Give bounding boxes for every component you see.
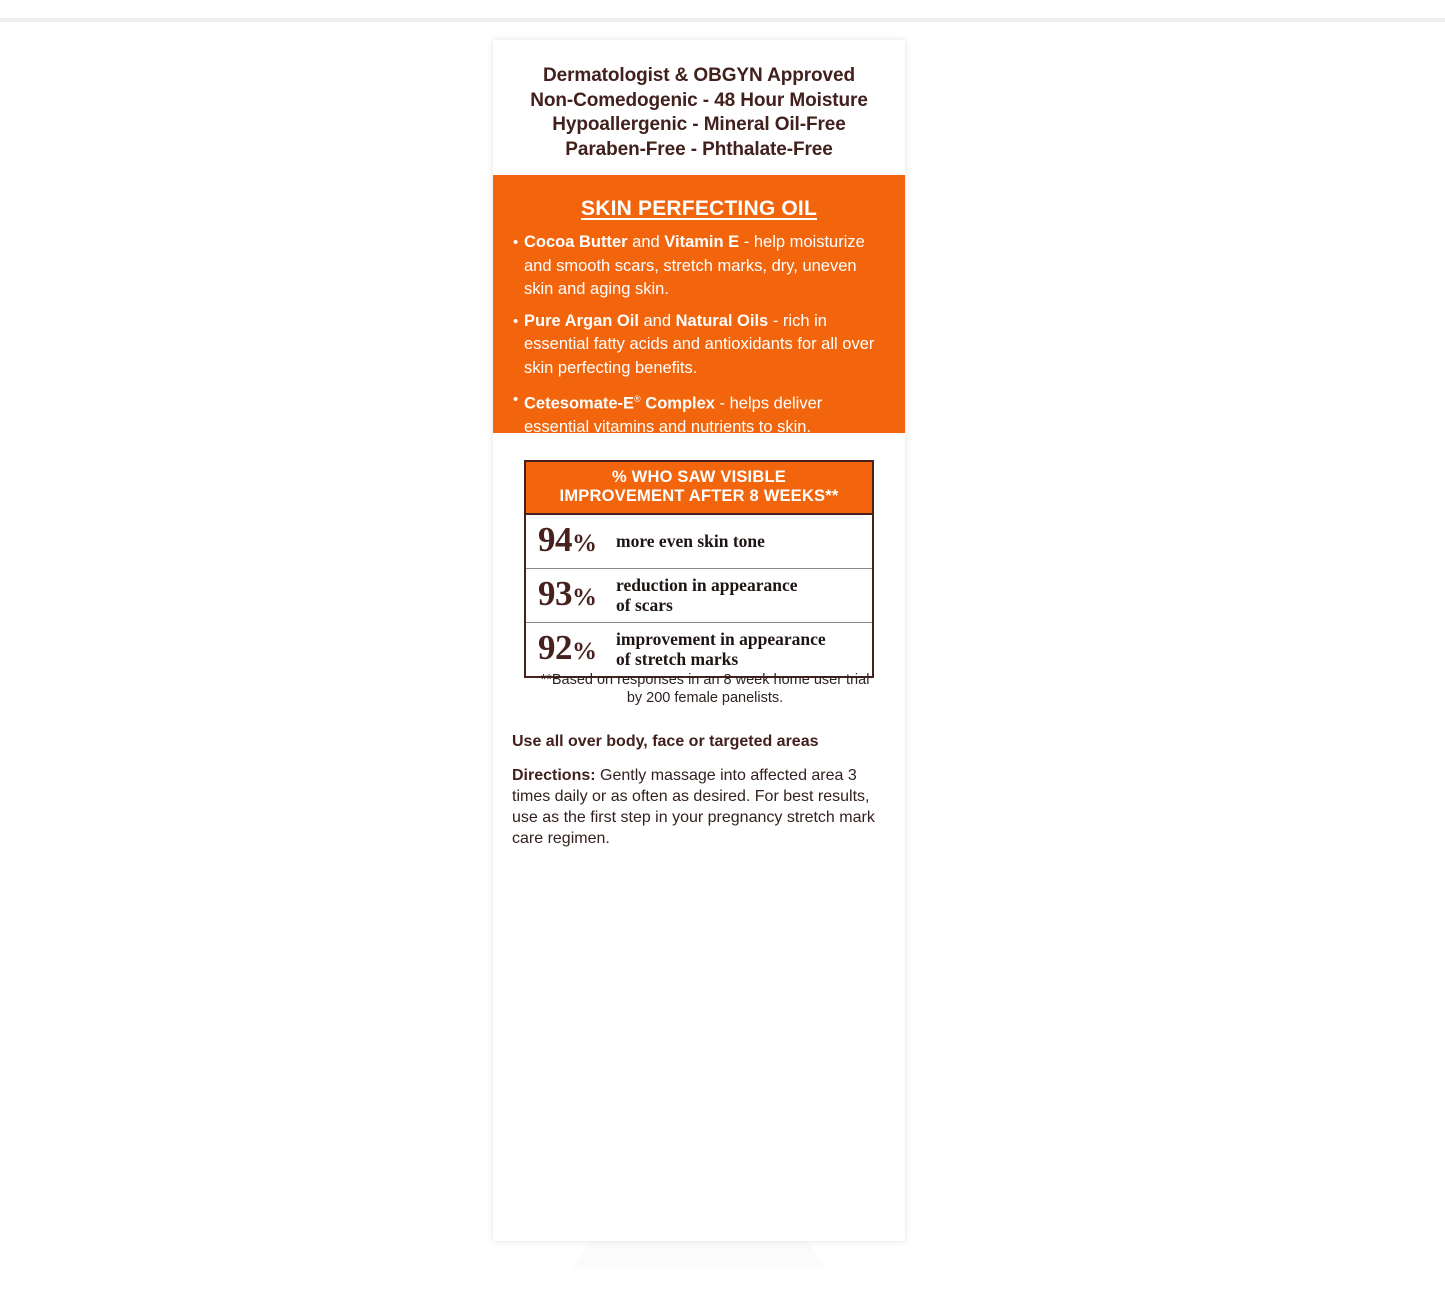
result-label <box>616 576 868 615</box>
percent-symbol: % <box>572 584 597 611</box>
result-label-line-2: of scars <box>616 594 673 615</box>
result-label-line-1: improvement in appearance <box>616 629 826 649</box>
benefit-bullet-list <box>493 221 905 440</box>
directions-block <box>512 765 894 849</box>
claim-line-2: Non-Comedogenic - 48 Hour Moisture <box>530 89 868 111</box>
footnote-line-1: **Based on responses in an 8 week home user trial <box>540 672 870 688</box>
carton-bottom-flap <box>573 1240 825 1268</box>
result-label-line-2: of stretch marks <box>616 648 739 669</box>
bullet-bold-lead: Pure Argan Oil <box>524 311 639 330</box>
result-label-line-1: reduction in appearance <box>616 575 798 595</box>
result-label-line-1: more even skin tone <box>616 530 765 551</box>
bullet-conjunction: and <box>638 311 676 330</box>
bullet-dot-icon: • <box>513 312 519 330</box>
results-table-header <box>526 462 872 515</box>
bullet-rest: - rich in essential fatty acids and antioxidants for all over skin perfecting benefits. <box>524 311 875 377</box>
claims-block <box>493 40 905 162</box>
directions-label: Directions: <box>512 767 596 784</box>
table-row <box>526 569 872 623</box>
bullet-bold-second: Complex <box>640 394 715 413</box>
bullet-rest: - help moisturize and smooth scars, stretch marks, dry, uneven skin and aging skin. <box>524 233 865 298</box>
skin-perfecting-oil-band <box>493 175 905 436</box>
percent-symbol: % <box>572 638 597 665</box>
product-carton-panel <box>493 40 905 1241</box>
result-percent-value: 92 <box>538 628 572 667</box>
list-item <box>513 388 887 440</box>
result-percent <box>538 630 616 669</box>
registered-trademark-icon: ® <box>634 394 641 404</box>
bullet-bold-lead: Cocoa Butter <box>524 233 628 251</box>
results-table <box>524 460 874 678</box>
results-footnote <box>515 672 895 707</box>
bullet-text <box>524 310 887 381</box>
bullet-bold-lead: Cetesomate-E <box>524 394 635 413</box>
claim-line-3: Hypoallergenic - Mineral Oil-Free <box>552 114 846 135</box>
table-row <box>526 623 872 676</box>
footnote-line-2: by 200 female panelists. <box>626 689 784 706</box>
claim-line-1: Dermatologist & OBGYN Approved <box>543 65 855 86</box>
bullet-text <box>524 388 887 440</box>
result-label <box>616 630 868 669</box>
list-item <box>513 310 887 381</box>
bullet-text <box>524 231 887 302</box>
bullet-rest: - helps deliver essential vitamins and nutrients to skin. <box>524 394 823 436</box>
list-item <box>513 231 887 302</box>
table-row <box>526 515 872 569</box>
bullet-bold-second: Natural Oils <box>675 311 769 330</box>
bullet-dot-icon: • <box>513 391 519 408</box>
results-header-line-1: % WHO SAW VISIBLE <box>612 468 786 486</box>
claim-line-4: Paraben-Free - Phthalate-Free <box>565 138 833 160</box>
result-percent <box>538 522 616 561</box>
bullet-dot-icon: • <box>513 234 519 251</box>
results-header-line-2: IMPROVEMENT AFTER 8 WEEKS** <box>559 487 839 505</box>
bullet-bold-second: Vitamin E <box>664 233 740 251</box>
bullet-conjunction: and <box>627 233 665 251</box>
page-divider-rule <box>0 18 1445 22</box>
usage-heading: Use all over body, face or targeted areas <box>512 733 819 750</box>
percent-symbol: % <box>572 530 597 557</box>
band-title: SKIN PERFECTING OIL <box>581 197 817 220</box>
result-percent-value: 93 <box>538 574 572 613</box>
result-percent <box>538 576 616 615</box>
result-label <box>616 532 868 552</box>
result-percent-value: 94 <box>538 520 572 559</box>
directions-text: Gently massage into affected area 3 times daily or as often as desired. For best results, use as the first step in your pregnancy stretch mark care regimen. <box>512 767 875 847</box>
